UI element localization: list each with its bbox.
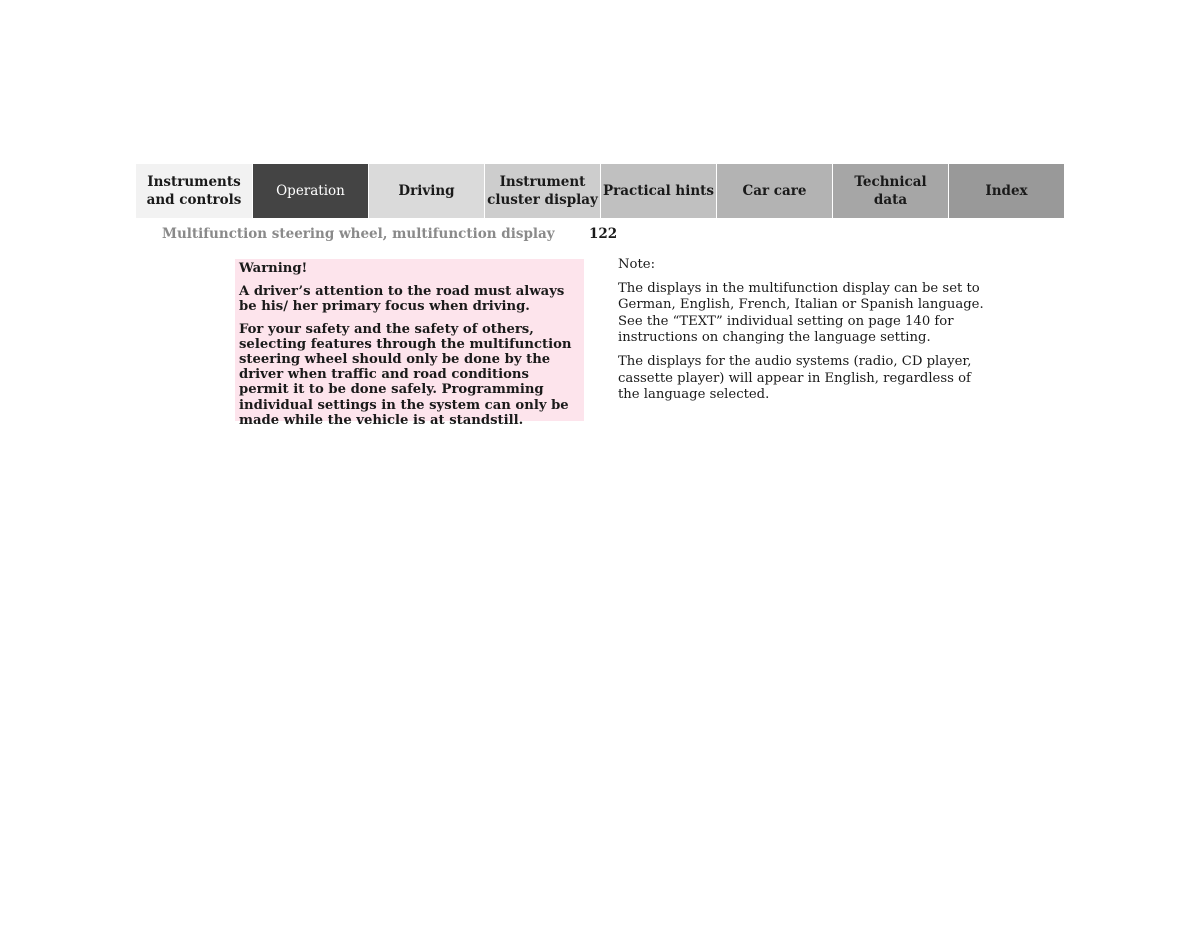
tab-index[interactable]: Index <box>948 164 1064 218</box>
tab-driving[interactable]: Driving <box>368 164 484 218</box>
warning-box <box>235 259 584 428</box>
note-label: Note: <box>618 257 656 272</box>
tab-car-care[interactable]: Car care <box>716 164 832 218</box>
tab-instruments-and-controls[interactable]: Instruments and controls <box>136 164 252 218</box>
chapter-tabs <box>136 164 1065 218</box>
note-paragraph: The displays in the multifunction display can be set to German, English, French, Italian or Spanish language. See the “TEXT” individual setting on page 140 for instructions on changing the language setting. <box>618 280 984 346</box>
note-column <box>618 257 988 411</box>
page-number: 122 <box>589 226 618 242</box>
tab-instrument-cluster-display[interactable]: Instrument cluster display <box>484 164 600 218</box>
note-paragraph: The displays for the audio systems (radio, CD player, cassette player) will appear in English, regardless of the language selected. <box>618 353 972 403</box>
tab-practical-hints[interactable]: Practical hints <box>600 164 716 218</box>
section-title: Multifunction steering wheel, multifunction display <box>162 226 555 242</box>
warning-title: Warning! <box>239 261 308 276</box>
warning-paragraph: A driver’s attention to the road must always be his/ her primary focus when driving. <box>239 284 565 315</box>
warning-paragraph: For your safety and the safety of others, selecting features through the multifunction steering wheel should only be done by the driver when traffic and road conditions permit it to be done safely. Programming individual settings in the system can only be made while the vehicle is at standstill. <box>239 321 572 428</box>
tab-operation[interactable]: Operation <box>252 164 368 218</box>
tab-technical-data[interactable]: Technical data <box>832 164 948 218</box>
